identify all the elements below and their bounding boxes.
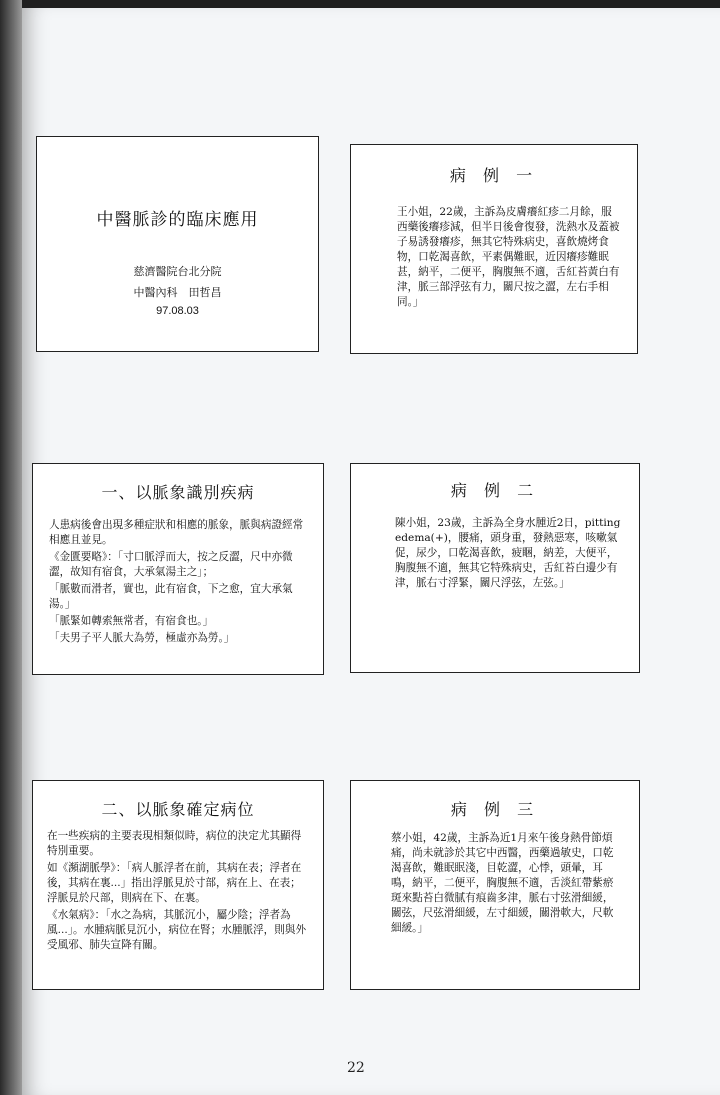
section2-body	[47, 829, 311, 953]
title-slide-author: 中醫內科 田哲昌	[133, 286, 222, 299]
case2-text: 陳小姐，23歲，主訴為全身水腫近2日，pitting edema(+)，腰痛，頭身重，發熱惡寒，咳嗽氣促，尿少，口乾渴喜飲，疲睏，納差，大便平，胸腹無不適，無其它特殊病史，舌紅苔白邊少有津，脈右寸浮緊，關尺浮弦，左弦。」	[395, 517, 621, 589]
section1-title: 一、以脈象識別疾病	[101, 483, 255, 502]
case1-title: 病 例 一	[449, 166, 539, 185]
section1-line: 人患病後會出現多種症狀和相應的脈象，脈與病證經常相應且並見。	[49, 519, 304, 546]
book-binding	[0, 0, 22, 1095]
document-page	[22, 8, 720, 1095]
case2-slide	[350, 463, 640, 673]
case3-slide	[350, 780, 640, 990]
title-slide	[36, 136, 319, 352]
section2-slide	[32, 780, 324, 990]
case3-title: 病 例 三	[450, 800, 540, 819]
section2-line: 《水氣病》：「水之為病，其脈沉小，屬少陰；浮者為風...」。水腫病脈見沉小，病位在腎；水腫脈浮，則與外受風邪、肺失宣降有關。	[47, 909, 307, 951]
top-edge	[0, 0, 720, 8]
title-slide-institution: 慈濟醫院台北分院	[133, 265, 222, 278]
case3-text: 蔡小姐，42歲，主訴為近1月來午後身熱骨節煩痛，尚未就診於其它中西醫，西藥過敏史，口乾渴喜飲，難眠眠淺，目乾澀，心悸，頭暈，耳鳴，納平，二便平，胸腹無不適，舌淡紅帶紫瘀斑來點苔白微膩有痕齒多津，脈右寸弦滑細緩，關弦，尺弦滑細緩，左寸細緩，關滑軟大，尺軟細緩。」	[391, 832, 614, 934]
section1-slide	[32, 463, 324, 675]
section2-line: 在一些疾病的主要表現相類似時，病位的決定尤其顯得特別重要。	[47, 830, 302, 857]
section1-line: 「夫男子平人脈大為勞，極虛亦為勞。」	[49, 632, 235, 644]
case2-title: 病 例 二	[450, 481, 540, 500]
case1-slide	[350, 144, 638, 354]
title-slide-date: 97.08.03	[156, 305, 199, 317]
section1-line: 《金匱要略》：「寸口脈浮而大，按之反澀，尺中亦微澀，故知有宿食，大承氣湯主之」；	[49, 551, 293, 578]
page-number: 22	[347, 1060, 365, 1076]
title-slide-title: 中醫脈診的臨床應用	[96, 210, 259, 230]
section2-title: 二、以脈象確定病位	[101, 800, 255, 819]
section1-line: 「脈緊如轉索無常者，有宿食也。」	[49, 615, 214, 627]
section2-line: 如《瀕湖脈學》：「病人脈浮者在前，其病在表；浮者在後，其病在裏...」指出浮脈見於寸部，病在上、在表；浮脈見於尺部，則病在下、在裏。	[47, 862, 302, 904]
section1-body	[49, 518, 309, 646]
section1-line: 「脈數而滑者，實也，此有宿食，下之愈，宜大承氣湯。」	[49, 583, 293, 610]
case1-text: 王小姐，22歲，主訴為皮膚癢紅疹二月餘，服西藥後癢疹減，但半日後會復發，洗熱水及蓋被子易誘發癢疹，無其它特殊病史，喜飲燒烤食物，口乾渴喜飲，平素偶難眠，近因癢疹難眠甚，納平，二便平，胸腹無不適，舌紅苔黃白有津，脈三部浮弦有力，關尺按之澀，左右手相同。」	[397, 206, 620, 308]
